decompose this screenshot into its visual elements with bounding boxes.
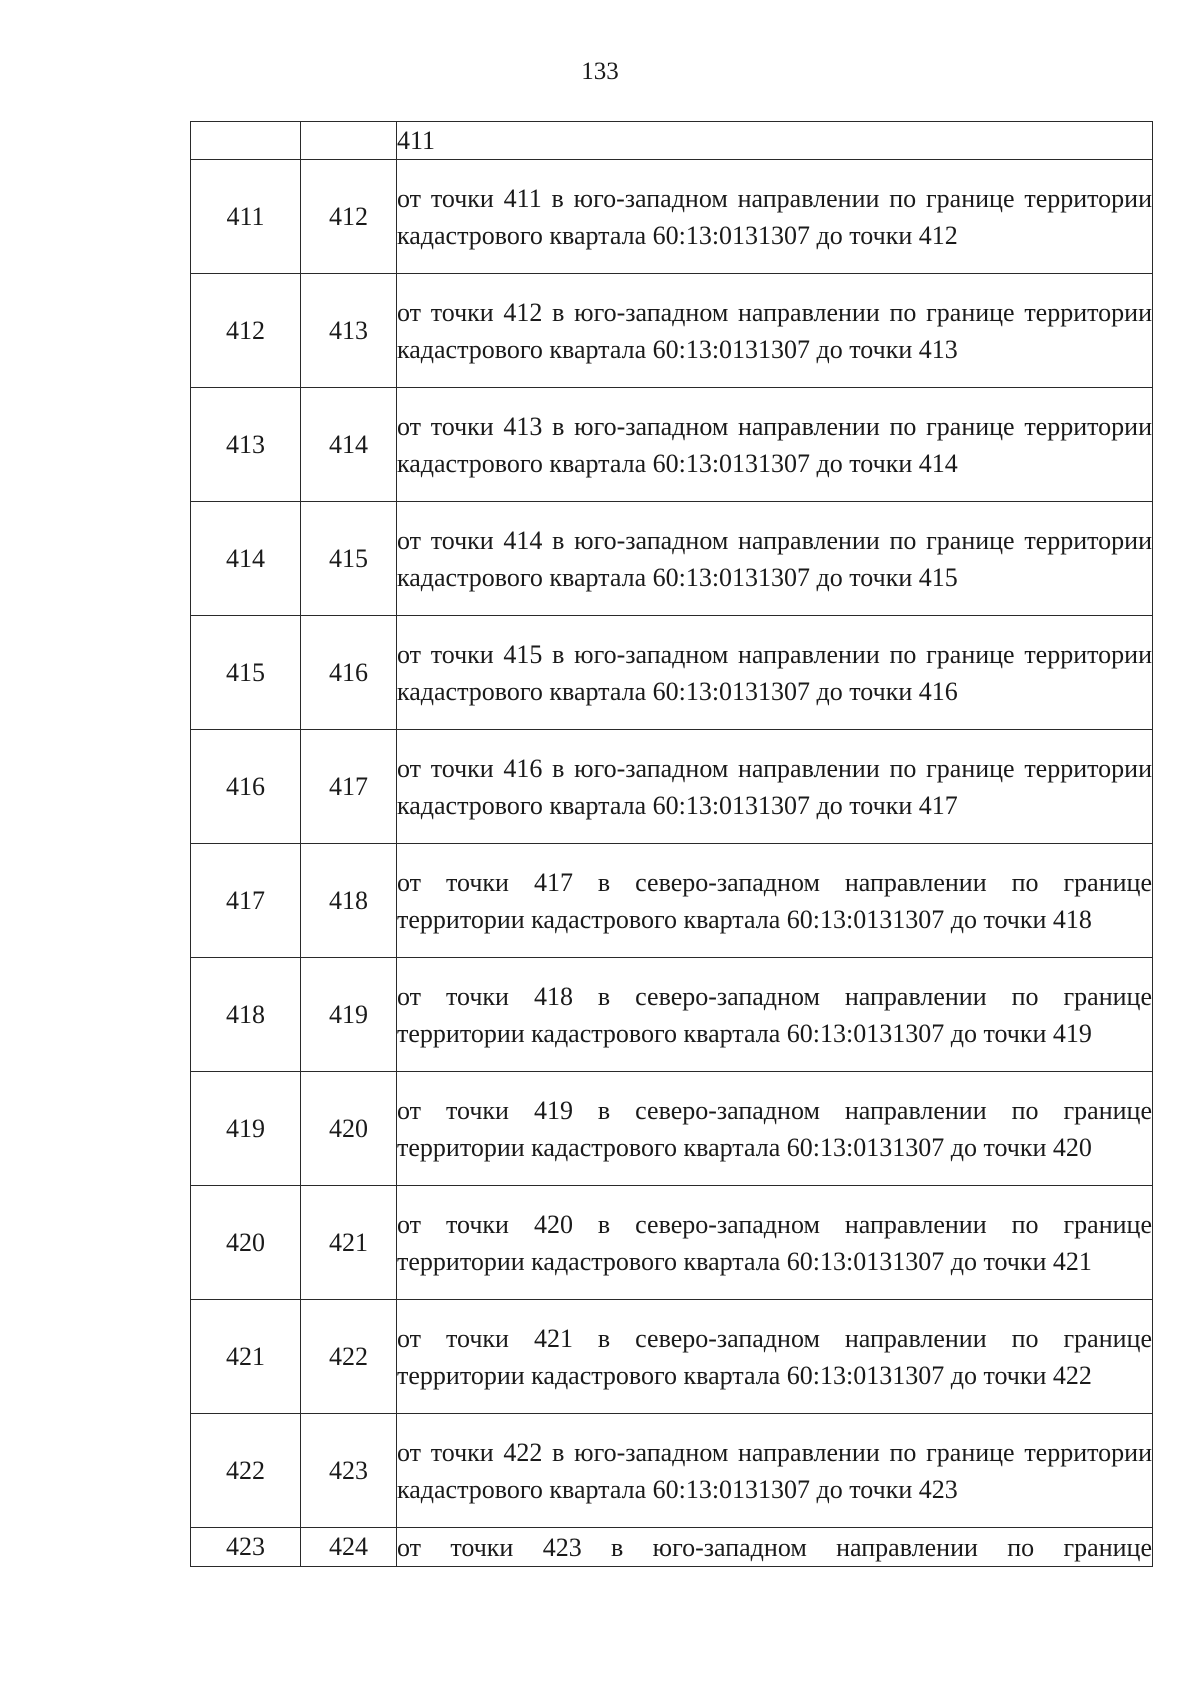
from-point-cell: 417 — [191, 844, 301, 958]
description-cell: от точки 415 в юго-западном направлении по границе территории кадастрового квартала 60:13:0131307 до точки 416 — [397, 616, 1153, 730]
description-cell: от точки 414 в юго-западном направлении по границе территории кадастрового квартала 60:13:0131307 до точки 415 — [397, 502, 1153, 616]
from-point-cell: 414 — [191, 502, 301, 616]
from-point-cell: 415 — [191, 616, 301, 730]
from-point-cell: 412 — [191, 274, 301, 388]
from-point-cell: 418 — [191, 958, 301, 1072]
to-point-cell: 421 — [301, 1186, 397, 1300]
description-cell: от точки 416 в юго-западном направлении по границе территории кадастрового квартала 60:13:0131307 до точки 417 — [397, 730, 1153, 844]
to-point-cell: 413 — [301, 274, 397, 388]
to-point-cell — [301, 122, 397, 160]
description-cell: от точки 419 в северо-западном направлении по границе территории кадастрового квартала 60:13:0131307 до точки 420 — [397, 1072, 1153, 1186]
table-row — [191, 160, 1153, 274]
to-point-cell: 422 — [301, 1300, 397, 1414]
table-row — [191, 274, 1153, 388]
from-point-cell: 413 — [191, 388, 301, 502]
description-cell: от точки 411 в юго-западном направлении по границе территории кадастрового квартала 60:13:0131307 до точки 412 — [397, 160, 1153, 274]
description-cell: от точки 422 в юго-западном направлении по границе территории кадастрового квартала 60:13:0131307 до точки 423 — [397, 1414, 1153, 1528]
to-point-cell: 415 — [301, 502, 397, 616]
from-point-cell: 423 — [191, 1528, 301, 1567]
description-cell: от точки 420 в северо-западном направлении по границе территории кадастрового квартала 60:13:0131307 до точки 421 — [397, 1186, 1153, 1300]
from-point-cell: 422 — [191, 1414, 301, 1528]
from-point-cell: 420 — [191, 1186, 301, 1300]
table-row — [191, 730, 1153, 844]
table-row — [191, 958, 1153, 1072]
description-cell: 411 — [397, 122, 1153, 160]
to-point-cell: 423 — [301, 1414, 397, 1528]
table-row — [191, 1300, 1153, 1414]
description-cell: от точки 423 в юго-западном направлении по границе — [397, 1528, 1153, 1567]
table-row — [191, 616, 1153, 730]
description-cell: от точки 417 в северо-западном направлении по границе территории кадастрового квартала 60:13:0131307 до точки 418 — [397, 844, 1153, 958]
table-row — [191, 502, 1153, 616]
to-point-cell: 424 — [301, 1528, 397, 1567]
table-row — [191, 1186, 1153, 1300]
table-row — [191, 1528, 1153, 1567]
description-cell: от точки 421 в северо-западном направлении по границе территории кадастрового квартала 60:13:0131307 до точки 422 — [397, 1300, 1153, 1414]
table-row — [191, 1072, 1153, 1186]
table-row — [191, 388, 1153, 502]
from-point-cell — [191, 122, 301, 160]
boundary-table — [190, 121, 1153, 1567]
from-point-cell: 421 — [191, 1300, 301, 1414]
to-point-cell: 412 — [301, 160, 397, 274]
table-row — [191, 844, 1153, 958]
to-point-cell: 417 — [301, 730, 397, 844]
from-point-cell: 416 — [191, 730, 301, 844]
table-row — [191, 1414, 1153, 1528]
from-point-cell: 411 — [191, 160, 301, 274]
to-point-cell: 416 — [301, 616, 397, 730]
table-row — [191, 122, 1153, 160]
to-point-cell: 419 — [301, 958, 397, 1072]
to-point-cell: 414 — [301, 388, 397, 502]
from-point-cell: 419 — [191, 1072, 301, 1186]
page-number: 133 — [581, 58, 619, 85]
description-cell: от точки 412 в юго-западном направлении по границе территории кадастрового квартала 60:13:0131307 до точки 413 — [397, 274, 1153, 388]
description-cell: от точки 418 в северо-западном направлении по границе территории кадастрового квартала 60:13:0131307 до точки 419 — [397, 958, 1153, 1072]
description-cell: от точки 413 в юго-западном направлении по границе территории кадастрового квартала 60:13:0131307 до точки 414 — [397, 388, 1153, 502]
to-point-cell: 418 — [301, 844, 397, 958]
to-point-cell: 420 — [301, 1072, 397, 1186]
